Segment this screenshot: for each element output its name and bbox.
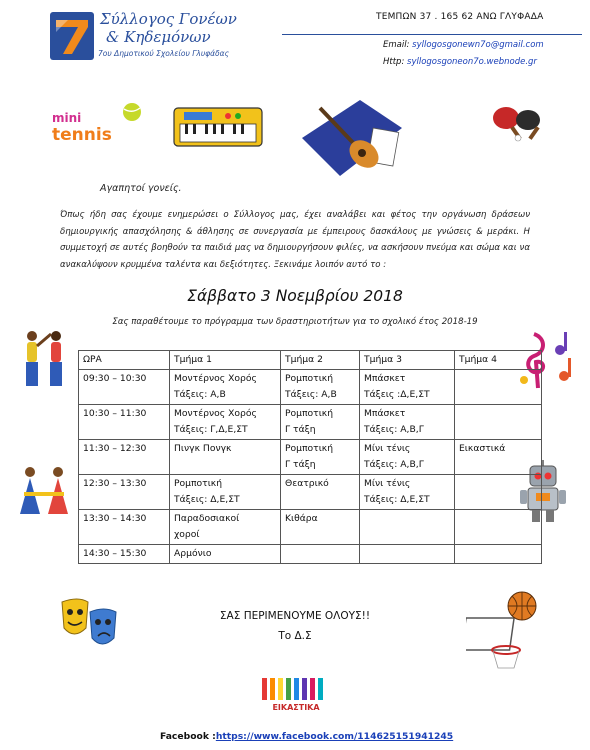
activity-cell [170,510,281,545]
cell-line: Ρομποτική [285,408,334,419]
time-cell [79,405,170,440]
activity-cell [455,475,542,510]
table-row [79,510,542,545]
cell-line: Τάξεις: Α,Β,Γ [364,424,424,435]
table-header-cell: Τμήμα 2 [281,351,360,370]
cell-line: Τάξεις: Α,Β [285,389,337,400]
activity-cell [360,405,455,440]
activity-cell [170,475,281,510]
org-name-line1: Σύλλογος Γονέων [100,10,237,28]
time-cell [79,475,170,510]
dancers-icon [18,328,72,390]
cell-line: Παραδοσιακοί [174,513,240,524]
activity-cell [281,405,360,440]
eikastika-pencils-icon [256,670,336,712]
facebook-label: Facebook : [160,731,216,742]
cell-line: χοροί [174,529,200,540]
header-divider [282,34,582,35]
cell-line: Μπάσκετ [364,408,406,419]
cell-line: Μίνι τένις [364,443,411,454]
theatre-masks-icon [58,594,120,654]
table-row [79,545,542,564]
schedule-table [78,350,542,564]
activity-cell [455,545,542,564]
date-heading: Σάββατο 3 Νοεμβρίου 2018 [187,287,403,305]
cell-line: Πινγκ Πονγκ [174,443,232,454]
table-row [79,405,542,440]
time-cell [79,545,170,564]
cell-line: Τάξεις :Δ,Ε,ΣΤ [364,389,430,400]
cell-line: Μοντέρνος Χορός [174,373,257,384]
time-cell [79,370,170,405]
activity-cell [455,370,542,405]
email-line [383,40,544,50]
schedule-table-body [79,351,542,564]
activity-cell [170,440,281,475]
cell-line: 11:30 – 12:30 [83,443,147,454]
activity-cell [281,510,360,545]
cell-line: Τάξεις: Δ,Ε,ΣΤ [364,494,430,505]
activity-cell [360,545,455,564]
email-label: Email: [383,40,410,50]
cell-line: Αρμόνιο [174,548,212,559]
greeting: Αγαπητοί γονείς. [100,183,182,194]
cell-line: Μίνι τένις [364,478,411,489]
table-header-cell: Τμήμα 1 [170,351,281,370]
cell-line: Γ τάξη [285,424,316,435]
cell-line: 14:30 – 15:30 [83,548,147,559]
time-cell [79,440,170,475]
cell-line: Τάξεις: Δ,Ε,ΣΤ [174,494,240,505]
activity-cell [360,475,455,510]
address: ΤΕΜΠΩΝ 37 . 165 62 ΑΝΩ ΓΛΥΦΑΔΑ [376,12,544,22]
activity-cell [360,440,455,475]
eikastika-label: ΕΙΚΑΣΤΙΚΑ [272,703,320,712]
activity-cell [455,405,542,440]
org-school-line: 7ου Δημοτικού Σχολείου Γλυφάδας [98,49,230,58]
closing-message: ΣΑΣ ΠΕΡΙΜΕΝΟΥΜΕ ΟΛΟΥΣ!! [219,610,371,622]
activity-cell [281,545,360,564]
table-row [79,370,542,405]
cell-line: Μοντέρνος Χορός [174,408,257,419]
table-header-cell: ΩΡΑ [79,351,170,370]
cell-line: Ρομποτική [285,443,334,454]
org-name-line2: & Κηδεμόνων [106,28,211,46]
cell-line: Μπάσκετ [364,373,406,384]
activity-cell [455,440,542,475]
seven-logo-icon [50,12,94,60]
schedule-intro: Σας παραθέτουμε το πρόγραμμα των δραστηριοτήτων για το σχολικό έτος 2018-19 [112,317,478,327]
cell-line: Τάξεις: Γ,Δ,Ε,ΣΤ [174,424,248,435]
table-header-row [79,351,542,370]
table-row [79,475,542,510]
cell-line: Γ τάξη [285,459,316,470]
http-line [383,57,537,67]
activity-cell [281,475,360,510]
cell-line: 13:30 – 14:30 [83,513,147,524]
email-link[interactable]: syllogosgonewn7o@gmail.com [412,40,544,50]
facebook-link[interactable]: https://www.facebook.com/114625151941245 [215,731,454,742]
activity-cell [360,370,455,405]
ping-pong-icon [488,104,548,144]
cell-line: Κιθάρα [285,513,318,524]
table-row [79,440,542,475]
activity-cell [455,510,542,545]
cell-line: Θεατρικό [285,478,329,489]
cell-line: Τάξεις: Α,Β,Γ [364,459,424,470]
cell-line: Τάξεις: Α,Β [174,389,226,400]
activity-cell [170,405,281,440]
activity-cell [170,370,281,405]
website-link[interactable]: syllogosgoneon7o.webnode.gr [407,57,537,67]
http-label: Http: [383,57,405,67]
activity-cell [360,510,455,545]
mini-tennis-logo-icon [50,100,150,148]
table-header-cell: Τμήμα 4 [455,351,542,370]
folk-dancers-icon [14,462,76,524]
facebook-line [160,731,453,742]
time-cell [79,510,170,545]
activity-cell [281,440,360,475]
cell-line: Εικαστικά [459,443,506,454]
svg-text:mini: mini [52,111,82,125]
cell-line: 10:30 – 11:30 [83,408,147,419]
cell-line: 09:30 – 10:30 [83,373,147,384]
signature: Το Δ.Σ [278,630,312,642]
guitar-icon [300,98,405,178]
intro-paragraph: Όπως ήδη σας έχουμε ενημερώσει ο Σύλλογος μας, έχει αναλάβει και φέτος την οργάνωση δράσεων δημιουργικής απασχόλησης & άθλησης σε συνεργασία με έμπειρους δασκάλους με γνώσεις & μεράκι. Η συμμετοχή σε αυτές βοηθούν τα παιδιά μας να δημιουργήσουν φιλίες, να ασκήσουν πνεύμα και σώμα και να ανακαλύψουν κρυμμένα ταλέντα και δεξιότητες. Ξεκινάμε λοιπόν αυτό το : [60,210,530,270]
keyboard-icon [172,100,264,152]
table-header-cell: Τμήμα 3 [360,351,455,370]
cell-line: 12:30 – 13:30 [83,478,147,489]
activity-cell [170,545,281,564]
svg-text:tennis: tennis [52,125,112,145]
activity-cell [281,370,360,405]
cell-line: Ρομποτική [285,373,334,384]
cell-line: Ρομποτική [174,478,223,489]
